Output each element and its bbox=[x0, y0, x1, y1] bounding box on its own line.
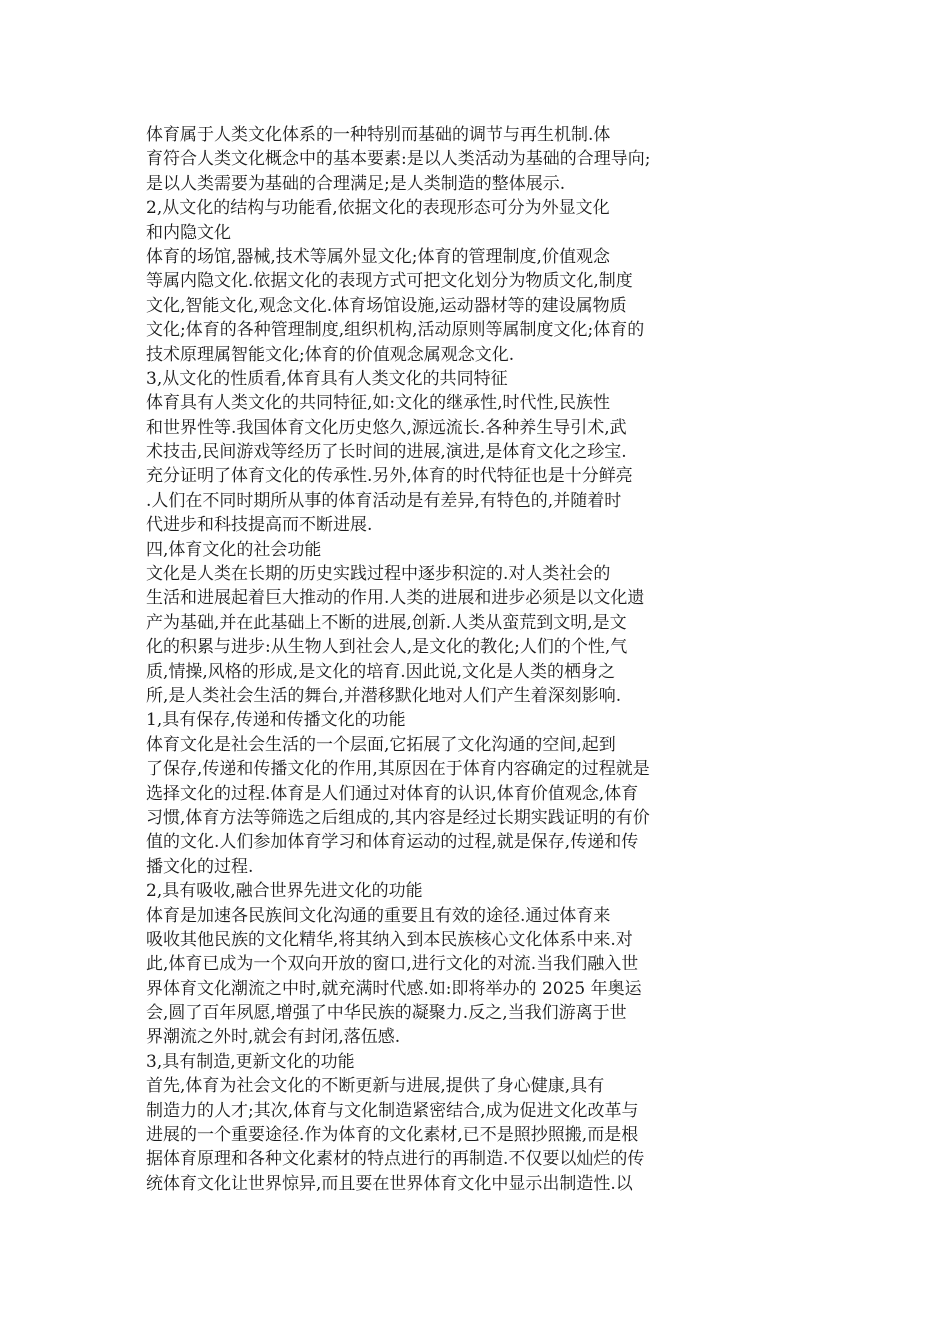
section-heading: 和内隐文化 bbox=[146, 222, 231, 243]
text-line: 此,体育已成为一个双向开放的窗口,进行文化的对流.当我们融入世 bbox=[146, 954, 639, 975]
section-heading: 1,具有保存,传递和传播文化的功能 bbox=[146, 710, 406, 731]
text-line: 据体育原理和各种文化素材的特点进行的再制造.不仅要以灿烂的传 bbox=[146, 1149, 645, 1170]
text-line: 体育文化是社会生活的一个层面,它拓展了文化沟通的空间,起到 bbox=[146, 734, 616, 755]
text-line: 制造力的人才;其次,体育与文化制造紧密结合,成为促进文化改革与 bbox=[146, 1100, 639, 1121]
section-heading: 2,从文化的结构与功能看,依据文化的表现形态可分为外显文化 bbox=[146, 198, 610, 219]
text-line: 术技击,民间游戏等经历了长时间的进展,演进,是体育文化之珍宝. bbox=[146, 442, 627, 463]
text-line: 界潮流之外时,就会有封闭,落伍感. bbox=[146, 1027, 401, 1048]
text-line: 吸收其他民族的文化精华,将其纳入到本民族核心文化体系中来.对 bbox=[146, 929, 633, 950]
text-line: 选择文化的过程.体育是人们通过对体育的认识,体育价值观念,体育 bbox=[146, 783, 639, 804]
text-line: 体育是加速各民族间文化沟通的重要且有效的途径.通过体育来 bbox=[146, 905, 611, 926]
text-line: 技术原理属智能文化;体育的价值观念属观念文化. bbox=[146, 344, 515, 365]
text-line: 化的积累与进步:从生物人到社会人,是文化的教化;人们的个性,气 bbox=[146, 637, 628, 658]
text-line: 文化是人类在长期的历史实践过程中逐步积淀的.对人类社会的 bbox=[146, 564, 611, 585]
text-line: 育符合人类文化概念中的基本要素:是以人类活动为基础的合理导向; bbox=[146, 149, 651, 170]
text-line: 是以人类需要为基础的合理满足;是人类制造的整体展示. bbox=[146, 173, 566, 194]
text-line: 值的文化.人们参加体育学习和体育运动的过程,就是保存,传递和传 bbox=[146, 832, 639, 853]
text-line: 充分证明了体育文化的传承性.另外,体育的时代特征也是十分鲜亮 bbox=[146, 466, 633, 487]
section-heading: 3,从文化的性质看,体育具有人类文化的共同特征 bbox=[146, 368, 508, 389]
text-line: 了保存,传递和传播文化的作用,其原因在于体育内容确定的过程就是 bbox=[146, 759, 650, 780]
text-line: 界体育文化潮流之中时,就充满时代感.如:即将举办的 2025 年奥运 bbox=[146, 978, 642, 999]
text-line: 进展的一个重要途径.作为体育的文化素材,已不是照抄照搬,而是根 bbox=[146, 1125, 639, 1146]
text-line: 统体育文化让世界惊异,而且要在世界体育文化中显示出制造性.以 bbox=[146, 1173, 633, 1194]
text-line: 文化;体育的各种管理制度,组织机构,活动原则等属制度文化;体育的 bbox=[146, 320, 645, 341]
text-line: 体育属于人类文化体系的一种特别而基础的调节与再生机制.体 bbox=[146, 125, 611, 145]
text-line: 质,情操,风格的形成,是文化的培育.因此说,文化是人类的栖身之 bbox=[146, 661, 616, 682]
text-line: 首先,体育为社会文化的不断更新与进展,提供了身心健康,具有 bbox=[146, 1076, 605, 1097]
text-line: 和世界性等.我国体育文化历史悠久,源远流长.各种养生导引术,武 bbox=[146, 417, 627, 438]
text-line: .人们在不同时期所从事的体育活动是有差异,有特色的,并随着时 bbox=[146, 490, 622, 511]
text-line: 体育的场馆,器械,技术等属外显文化;体育的管理制度,价值观念 bbox=[146, 246, 610, 267]
text-line: 等属内隐文化.依据文化的表现方式可把文化划分为物质文化,制度 bbox=[146, 271, 633, 292]
text-line: 生活和进展起着巨大推动的作用.人类的进展和进步必须是以文化遗 bbox=[146, 588, 645, 609]
text-line: 产为基础,并在此基础上不断的进展,创新.人类从蛮荒到文明,是文 bbox=[146, 612, 627, 633]
section-heading: 四,体育文化的社会功能 bbox=[146, 539, 322, 560]
section-heading: 2,具有吸收,融合世界先进文化的功能 bbox=[146, 881, 423, 902]
text-line: 代进步和科技提高而不断进展. bbox=[146, 515, 373, 536]
section-heading: 3,具有制造,更新文化的功能 bbox=[146, 1051, 355, 1072]
text-line: 文化,智能文化,观念文化.体育场馆设施,运动器材等的建设属物质 bbox=[146, 295, 627, 316]
text-line: 播文化的过程. bbox=[146, 856, 254, 877]
text-line: 体育具有人类文化的共同特征,如:文化的继承性,时代性,民族性 bbox=[146, 393, 610, 414]
text-line: 所,是人类社会生活的舞台,并潜移默化地对人们产生着深刻影响. bbox=[146, 685, 622, 706]
text-line: 习惯,体育方法等筛选之后组成的,其内容是经过长期实践证明的有价 bbox=[146, 807, 650, 828]
text-line: 会,圆了百年夙愿,增强了中华民族的凝聚力.反之,当我们游离于世 bbox=[146, 1003, 627, 1024]
body-text bbox=[146, 123, 866, 1196]
